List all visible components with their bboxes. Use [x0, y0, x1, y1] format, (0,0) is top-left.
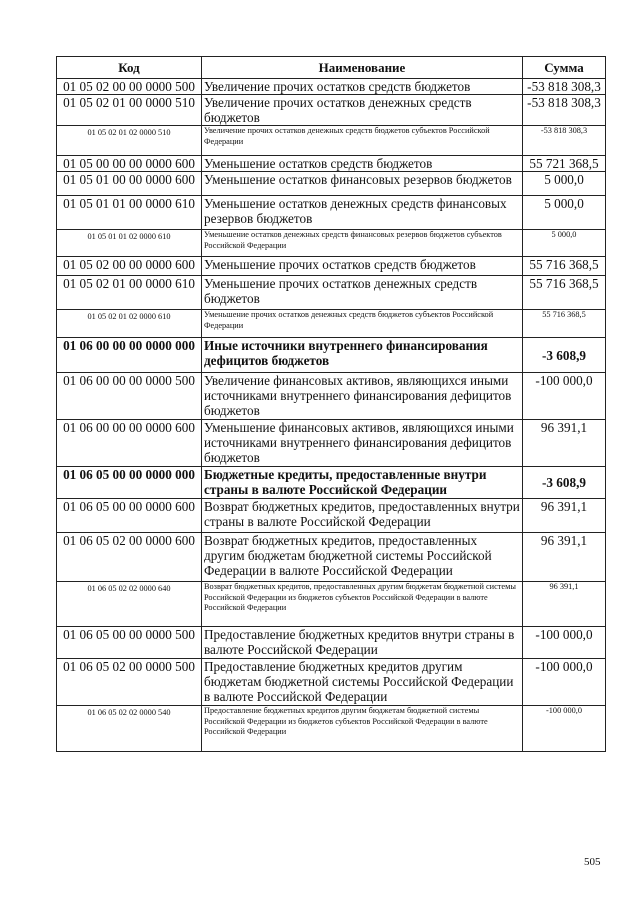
table-row	[57, 257, 606, 276]
row-name: Уменьшение прочих остатков денежных средств бюджетов	[202, 276, 523, 310]
row-code: 01 06 05 02 02 0000 540	[57, 706, 202, 752]
row-name: Увеличение прочих остатков средств бюджетов	[202, 79, 523, 95]
row-code: 01 05 02 00 00 0000 600	[57, 257, 202, 276]
row-name: Уменьшение прочих остатков денежных средств бюджетов субъектов Российской Федерации	[202, 310, 523, 338]
table-row	[57, 706, 606, 752]
row-sum: -53 818 308,3	[523, 79, 606, 95]
row-name: Предоставление бюджетных кредитов внутри страны в валюте Российской Федерации	[202, 627, 523, 659]
row-code: 01 05 02 01 00 0000 610	[57, 276, 202, 310]
row-sum: -100 000,0	[523, 706, 606, 752]
row-code: 01 05 02 00 00 0000 500	[57, 79, 202, 95]
table-header-row	[57, 57, 606, 79]
table-row	[57, 276, 606, 310]
row-name: Уменьшение остатков денежных средств финансовых резервов бюджетов субъектов Российской Федерации	[202, 230, 523, 257]
row-name: Уменьшение остатков денежных средств финансовых резервов бюджетов	[202, 196, 523, 230]
row-sum: -100 000,0	[523, 627, 606, 659]
row-code: 01 06 05 02 02 0000 640	[57, 582, 202, 627]
row-sum: 55 721 368,5	[523, 156, 606, 172]
row-name: Предоставление бюджетных кредитов другим бюджетам бюджетной системы Российской Федерации из бюджетов субъектов Российской Федерации в валюте Российской Федерации	[202, 706, 523, 752]
page-number: 505	[584, 856, 601, 868]
row-sum: 55 716 368,5	[523, 310, 606, 338]
row-name: Уменьшение остатков финансовых резервов бюджетов	[202, 172, 523, 196]
table-row	[57, 95, 606, 126]
row-code: 01 06 05 02 00 0000 600	[57, 533, 202, 582]
row-sum: 96 391,1	[523, 420, 606, 467]
row-sum: 5 000,0	[523, 230, 606, 257]
row-code: 01 06 00 00 00 0000 500	[57, 373, 202, 420]
table-row	[57, 659, 606, 706]
row-sum: 55 716 368,5	[523, 276, 606, 310]
table-row	[57, 196, 606, 230]
table-row	[57, 230, 606, 257]
row-code: 01 05 02 01 02 0000 610	[57, 310, 202, 338]
row-code: 01 06 05 02 00 0000 500	[57, 659, 202, 706]
table-row	[57, 533, 606, 582]
table-row	[57, 338, 606, 373]
table-row	[57, 467, 606, 499]
row-sum: 5 000,0	[523, 196, 606, 230]
row-name: Иные источники внутреннего финансирования дефицитов бюджетов	[202, 338, 523, 373]
row-sum: 5 000,0	[523, 172, 606, 196]
row-sum: -3 608,9	[523, 467, 606, 499]
table-row	[57, 310, 606, 338]
row-name: Увеличение прочих остатков денежных средств бюджетов субъектов Российской Федерации	[202, 126, 523, 156]
row-code: 01 06 00 00 00 0000 000	[57, 338, 202, 373]
header-sum: Сумма	[523, 57, 606, 79]
row-sum: -53 818 308,3	[523, 126, 606, 156]
table-row	[57, 156, 606, 172]
header-name: Наименование	[202, 57, 523, 79]
row-code: 01 05 01 01 02 0000 610	[57, 230, 202, 257]
row-sum: -3 608,9	[523, 338, 606, 373]
row-name: Увеличение прочих остатков денежных средств бюджетов	[202, 95, 523, 126]
budget-sources-table	[56, 56, 606, 752]
row-code: 01 05 02 01 02 0000 510	[57, 126, 202, 156]
row-code: 01 06 05 00 00 0000 000	[57, 467, 202, 499]
row-sum: -100 000,0	[523, 373, 606, 420]
table-row	[57, 582, 606, 627]
row-code: 01 05 02 01 00 0000 510	[57, 95, 202, 126]
table-row	[57, 420, 606, 467]
table-row	[57, 126, 606, 156]
row-sum: 96 391,1	[523, 533, 606, 582]
row-name: Возврат бюджетных кредитов, предоставленных внутри страны в валюте Российской Федерации	[202, 499, 523, 533]
row-code: 01 05 00 00 00 0000 600	[57, 156, 202, 172]
table-row	[57, 627, 606, 659]
row-name: Возврат бюджетных кредитов, предоставленных другим бюджетам бюджетной системы Российской Федерации из бюджетов субъектов Российской Федерации в валюте Российской Федерации	[202, 582, 523, 627]
table-row	[57, 79, 606, 95]
row-code: 01 05 01 00 00 0000 600	[57, 172, 202, 196]
row-name: Бюджетные кредиты, предоставленные внутри страны в валюте Российской Федерации	[202, 467, 523, 499]
row-code: 01 06 00 00 00 0000 600	[57, 420, 202, 467]
row-code: 01 05 01 01 00 0000 610	[57, 196, 202, 230]
row-name: Уменьшение финансовых активов, являющихся иными источниками внутреннего финансирования дефицитов бюджетов	[202, 420, 523, 467]
row-name: Возврат бюджетных кредитов, предоставленных другим бюджетам бюджетной системы Российской Федерации в валюте Российской Федерации	[202, 533, 523, 582]
row-name: Уменьшение остатков средств бюджетов	[202, 156, 523, 172]
row-name: Увеличение финансовых активов, являющихся иными источниками внутреннего финансирования дефицитов бюджетов	[202, 373, 523, 420]
row-sum: -53 818 308,3	[523, 95, 606, 126]
table-row	[57, 172, 606, 196]
row-sum: 55 716 368,5	[523, 257, 606, 276]
row-name: Предоставление бюджетных кредитов другим бюджетам бюджетной системы Российской Федерации в валюте Российской Федерации	[202, 659, 523, 706]
row-name: Уменьшение прочих остатков средств бюджетов	[202, 257, 523, 276]
row-sum: -100 000,0	[523, 659, 606, 706]
table-row	[57, 373, 606, 420]
table-row	[57, 499, 606, 533]
header-code: Код	[57, 57, 202, 79]
row-code: 01 06 05 00 00 0000 500	[57, 627, 202, 659]
row-sum: 96 391,1	[523, 499, 606, 533]
row-code: 01 06 05 00 00 0000 600	[57, 499, 202, 533]
row-sum: 96 391,1	[523, 582, 606, 627]
